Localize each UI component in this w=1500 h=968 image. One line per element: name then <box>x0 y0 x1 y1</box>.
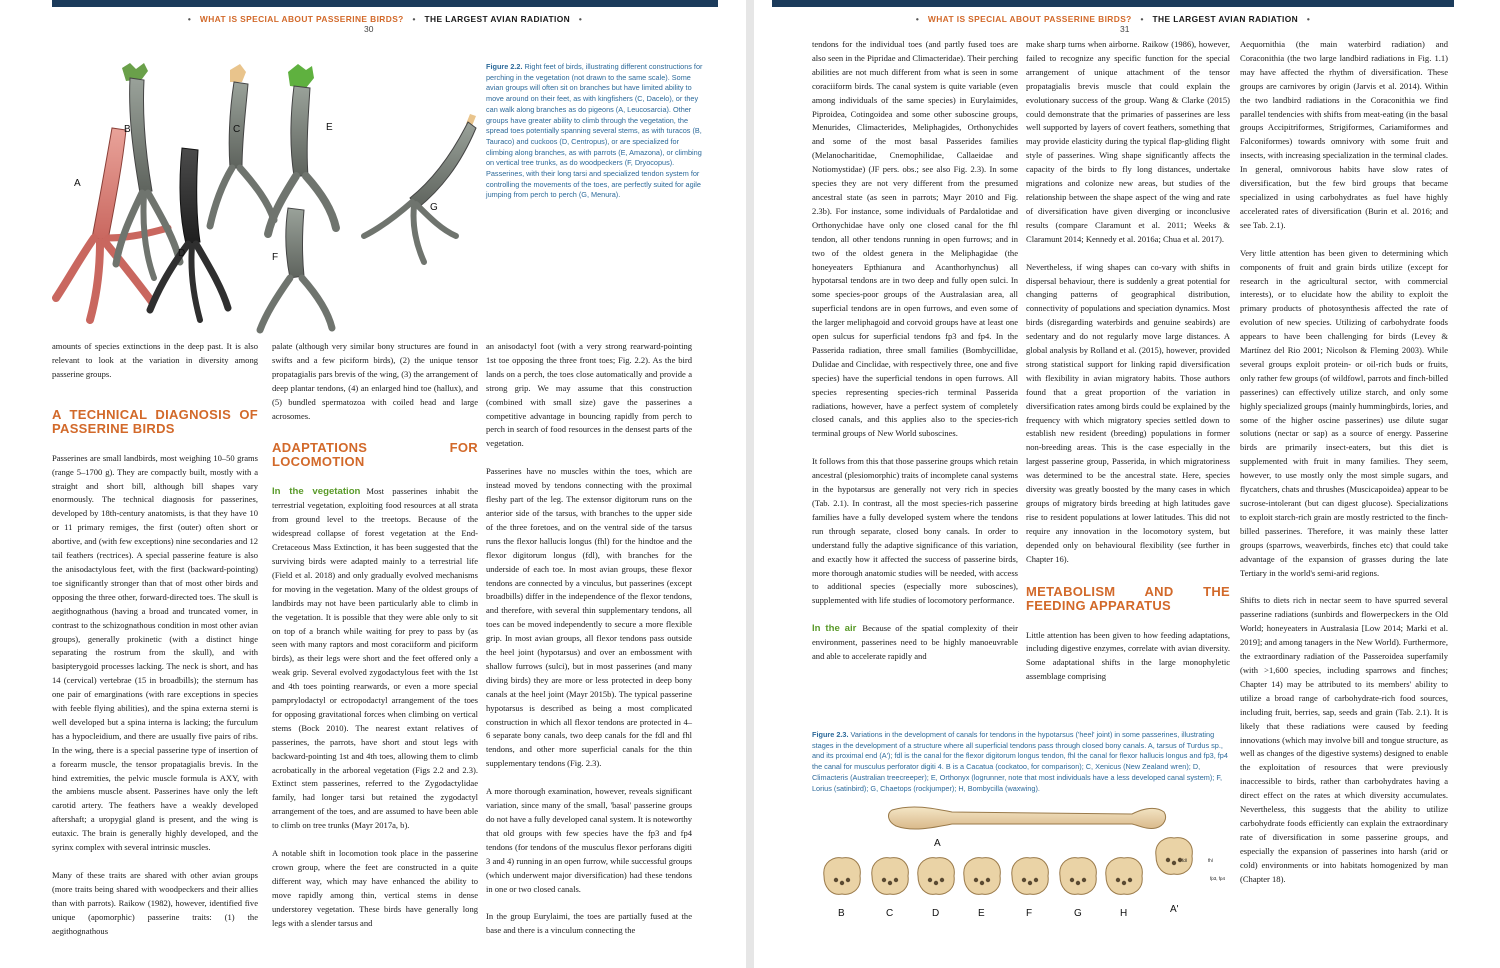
tendon-canal <box>834 878 838 882</box>
column-3 <box>486 340 692 945</box>
tendon-canal <box>846 878 850 882</box>
tendon-canal <box>1076 881 1080 885</box>
bullet: • <box>1306 14 1311 24</box>
tendon-canal <box>934 881 938 885</box>
tendon-canal <box>1116 878 1120 882</box>
section-label: A' <box>1170 904 1179 915</box>
tendon-canal <box>1082 878 1086 882</box>
paragraph: make sharp turns when airborne. Raikow (1986), however, failed to recognize any specific function for the special arrangement of unique attachment of the tensor propatagialis brevis muscle that could explain the evolutionary success of the group. Wang & Clarke (2015) could demonstrate that the primaries of passerines are less well supported by layers of covert feathers, something that may provide elasticity during the typical flap-gliding flight style of passerines. Wing shape significantly affects the capacity of the birds to fly long distances, undertake migrations and colonize new areas, but studies of the relationship between the shape aspect of the wing and rate of diversification have given diverging or inconclusive results (compare Claramunt et al. 2011; Weeks & Claramunt 2014; Kennedy et al. 2016a; Chua et al. 2017). <box>1026 39 1230 244</box>
caption-text: Variations in the development of canals for tendons in the hypotarsus ('heel' joint) in some passerines, illustrating stages in the development of a structure where all superficial tendons pass through closed bony canals. A, tarsus of Turdus sp., and its proximal end (A'); fdl is the canal for the flexor digitorum longus tendon, fhl the canal for flexor hallucis longus and fp3, fp4 the canal for musculus perforator digiti 4. B is a Cacatua (cockatoo, for comparison); C, Xenicus (New Zealand wren); D, Climacteris (Australian treecreeper); E, Orthonyx (logrunner, note that most individuals have a less developed canal system); F, Lorius (satinbird); G, Chaetops (rockjumper); H, Bombycilla (waxwing). <box>812 730 1228 793</box>
paragraph: Shifts to diets rich in nectar seem to have spurred several passerine radiations (sunbirds and flowerpeckers in the Old World; honeyeaters in Australasia [Low 2014; Marki et al. 2019]; and among tanagers in the New World). Furthermore, the extraordinary radiation of the Passeroidea superfamily (with >1,600 species, including sparrows and finches; Chapter 14) may be attributed to its members' ability to utilize a broad range of carbohydrate-rich food sources, including fruit, berries, sap, seeds and grain (Tab. 2.1). It is likely that these radiations were caused by feeding innovations (which may involve bill and tongue structure, as well as changes of the digestive systems) designed to enable the exploitation of resources that were previously inaccessible to birds, rather than carbohydrates having a direct effect on the rates at which diversity accumulates. Nevertheless, this suggests that the ability to utilize carbohydrate foods efficiently can explain the extraordinary rate of diversification in some passerine groups, and especially the expansion of passerines into harsh (arid or cold) environments or into habitats homogenized by man (Chapter 18). <box>1240 595 1448 884</box>
bullet: • <box>1140 14 1144 24</box>
svg-text:C: C <box>233 124 241 135</box>
paragraph: A more thorough examination, however, reveals significant variation, since many of the small, 'basal' passerine groups do not have a fully developed canal system. It is noteworthy that old groups with few species have the fp3 and fp4 tendons (for tendons of the musculus flexor perforans digiti 3 and 4) running in an open furrow, while successful groups (which underwent major diversification) had these tendons in one or two closed canals. <box>486 786 692 894</box>
hypotarsus-section <box>1106 858 1143 895</box>
tendon-canal <box>940 878 944 882</box>
tendon-canal <box>980 881 984 885</box>
paragraph: Little attention has been given to how feeding adaptations, including digestive enzymes, correlate with avian diversity. Some adaptational shifts in the large monophyletic assemblage comprising <box>1026 629 1230 682</box>
column-1 <box>52 340 258 946</box>
tendon-canal <box>888 881 892 885</box>
left-page <box>0 0 746 968</box>
caption-label: Figure 2.3. <box>812 730 849 739</box>
running-head-chapter: WHAT IS SPECIAL ABOUT PASSERINE BIRDS? <box>199 14 404 24</box>
bullet: • <box>412 14 416 24</box>
tendon-canal <box>1172 861 1176 865</box>
section-label: G <box>1074 908 1082 919</box>
paragraph: Passerines have no muscles within the toes, which are instead moved by tendons connecting with the proximal fleshy part of the leg. The extensor digitorum runs on the anterior side of the tarsus, with branches to the upper side of the three foretoes, and on the ventral side of the tarsus runs the flexor hallucis longus (fhl) for the hindtoe and the flexor digitorum longus (fdl), with branches for the underside of each toe. In most avian groups, these flexor tendons are connected by a vinculus, but passerines (except broadbills) differ in the independence of the flexor tendons, and therefore, with several thin supplementary tendons, all toes can be moved independently to secure a more flexible grip. In most avian groups, all flexor tendons pass outside the heel joint (hypotarsus) and over an embossment with shallow furrows (sulci), but in most passerines (and many diving birds) they are more or less protected in deep bony canals at the heel joint (Mayr 2015b). The typical passerine hypotarsus is described as being a most complicated construction in which all flexor tendons are protected in 4–6 separate bony canals, two deep canals for the fdl and fhl tendons, and other more superficial canals for the thin supplementary tendons (Fig. 2.3). <box>486 466 692 769</box>
hypotarsus-section <box>1012 858 1049 895</box>
running-head <box>772 14 1454 24</box>
page-number: 30 <box>364 24 374 34</box>
top-bar <box>772 0 1454 7</box>
paragraph: palate (although very similar bony structures are found in swifts and a few piciform birds), (2) the unique tensor propatagialis pars brevis of the wing, (3) the arrangement of deep plantar tendons, (4) an enlarged hind toe (hallux), and (5) bundled spermatozoa with coiled head and large acrosomes. <box>272 341 478 421</box>
tendon-canal <box>1128 878 1132 882</box>
tendon-canal <box>1166 858 1170 862</box>
tendon-canal <box>882 878 886 882</box>
section-label: C <box>886 908 894 919</box>
foot-d-illustration <box>150 148 228 320</box>
tendon-canal <box>1122 881 1126 885</box>
column-3 <box>1240 38 1448 893</box>
section-label: H <box>1120 908 1128 919</box>
tendon-canal <box>840 881 844 885</box>
svg-text:B: B <box>124 124 131 135</box>
hypotarsus-section <box>1060 858 1097 895</box>
paragraph: amounts of species extinctions in the deep past. It is also relevant to look at the variation in diversity among passerine groups. <box>52 341 258 379</box>
foot-b-illustration <box>116 63 180 278</box>
hypotarsus-section <box>964 858 1001 895</box>
paragraph: A notable shift in locomotion took place in the passerine crown group, where the feet are constructed in a quite different way, which may have enhanced the ability to move rapidly among thin, vertical stems in dense understorey vegetation. These birds have generally long legs with a slender tarsus and <box>272 848 478 928</box>
caption-text: Right feet of birds, illustrating different constructions for perching in the vegetation (not drawn to the same scale). Some avian groups will often sit on branches but have limited ability to move around on their feet, as with kingfishers (C, Dacelo), or they can walk along branches as do pigeons (A, Leucosarcia). Other groups have greater ability to climb through the vegetation, the spread toes potentially spanning several stems, as with turacos (B, Tauraco) and cuckoos (D, Centropus), or are specialized for climbing along branches, as with parrots (E, Amazona), or climbing on vertical tree trunks, as do woodpeckers (F, Dryocopus). Passerines, with their long tarsi and specialized tendon system for controlling the movements of the toes, are perfectly suited for agile jumping from perch to perch (G, Menura). <box>486 62 703 200</box>
foot-g-illustration <box>364 114 476 262</box>
figure-2-3-caption <box>812 730 1228 794</box>
column-1 <box>812 38 1018 671</box>
subsection-heading: In the air <box>812 623 857 635</box>
paragraph: Because of the spatial complexity of their environment, passerines need to be highly manoeuvrable and able to accelerate rapidly and <box>812 623 1018 662</box>
tiny-label: fdl <box>1182 858 1187 863</box>
hypotarsus-section <box>824 858 861 895</box>
foot-c-illustration <box>210 64 274 226</box>
hypotarsus-section <box>1156 838 1193 875</box>
bird-feet-illustration <box>50 58 478 348</box>
tendon-canal <box>1022 878 1026 882</box>
paragraph: Most passerines inhabit the terrestrial vegetation, exploiting food resources at all strata from ground level to the treetops. Because of the widespread collapse of forest vegetation at the End-Cretaceous Mass Extinction, it has been suggested that the surviving birds were adapted mainly to a terrestrial life (Field et al. 2018) and only gradually evolved mechanisms for moving in the vegetation. Many of the oldest groups of landbirds may not have been particularly able to climb in the vegetation. It is possible that they were able only to sit on top of a branch while waiting for prey to pass by (as seen with many raptors and most coraciiform and piciform birds), as their legs were short and the feet offered only a weak grip. Several evolved zygodactylous feet with the 1st and 4th toes pointing rearwards, or even a more special pamprylodactyl or ectropodactyl arrangement of the toes for opposing gravitational forces when climbing on vertical stems (Bock 2010). The nearest extant relatives of passerines, the parrots, have short and stout legs with backward-pointing 1st and 4th toes, allowing them to climb acrobatically in the arboreal vegetation (Figs 2.2 and 2.3). Extinct stem passerines, referred to the Zygodactylidae family, had longer tarsi but retained the zygodactyl arrangement of the toes, and are assumed to have been able to climb on tree trunks (Mayr 2017a, b). <box>272 486 478 831</box>
paragraph: In the group Eurylaimi, the toes are partially fused at the base and there is a vinculum connecting the <box>486 911 692 936</box>
tendon-canal <box>928 878 932 882</box>
bone-label: A <box>934 838 941 849</box>
paragraph: tendons for the individual toes (and partly fused toes are also seen in the Pipridae and Climacteridae). Their perching abilities are not much different from what is seen in some coraciiform birds. The canal system is quite variable (even among individuals of the same species) in Eurylaimides, Piproidea, Cotingoidea and some other suboscine groups, Menurides, Climacterides, Meliphagides, Orthonychides and some of the most basal Passerides families (Melanocharitidae, Cnemophilidae, Callaeidae and Notiomystidae) (JF pers. obs.; see also Fig. 2.3). In some species they are not very different from the presumed ancestral state (as seen in parrots; Mayr 2010 and Fig. 2.3b). For instance, some individuals of Pardalotidae and Orthonychidae have only one closed canal for the fhl tendon, all other tendons running in open furrows; and in two of the oldest genera in the Meliphagidae (the honeyeaters Epthianura and Acanthorhynchus) all hypotarsal tendons are in two deep and fully open sulci. In some species-poor groups of the Australasian area, all superficial tendons are in open furrows, and even some of the larger meliphagoid and corvoid groups have at least one open sulcus for superficial tendons fp3 and fp4. In the Passerida radiation, three small families (Bombycillidae, Dulidae and Cinclidae, with respectively three, one and five species) have the superficial tendons in open furrows. All species representing species-rich terminal Passerida radiations, however, have a perfect system of completely closed canals, and this applies also to the species-rich terminal groups of New World suboscines. <box>812 39 1018 439</box>
tendon-canal <box>894 878 898 882</box>
section-heading: A TECHNICAL DIAGNOSIS OF PASSERINE BIRDS <box>52 406 258 436</box>
foot-a-illustration <box>56 128 168 320</box>
section-label: B <box>838 908 845 919</box>
section-label: D <box>932 908 940 919</box>
paragraph: an anisodactyl foot (with a very strong rearward-pointing 1st toe opposing the three front toes; Fig. 2.2). As the bird lands on a perch, the toes close automatically and provide a strong grip. We may assume that this construction (combined with small size) gave the passerines a competitive advantage in bouncing rapidly from perch to perch in search of food resources in the densest parts of the vegetation. <box>486 341 692 449</box>
tendon-canal <box>986 878 990 882</box>
section-label: F <box>1026 908 1033 919</box>
tendon-canal <box>1034 878 1038 882</box>
paragraph: Aequornithia (the main waterbird radiation) and Coraconithia (the two large landbird radiations in Fig. 1.1) may have affected the rhythm of diversification. These groups are carnivores by origin (Jarvis et al. 2014). Within the two landbird radiations in the Coraconithia we find parallel tendencies with shifts from meat-eating (in the basal groups Accipitriformes, Strigiformes, Cariamiformes and Falconiformes) towards omnivory with some fruit and insects, with increasing specialization in the terminal clades. In general, omnivorous habits have slow rates of diversification, but the few bird groups that became specialized in using carbohydrates as fuel have highly accelerated rates of diversification (Burin et al. 2016; and see Tab. 2.1). <box>1240 39 1448 230</box>
paragraph: Many of these traits are shared with other avian groups (more traits being shared with woodpeckers and their allies than with parrots). Raikow (1982), however, identified five unique (apomorphic) passerine traits: (1) the aegithognathous <box>52 870 258 936</box>
hypotarsus-section <box>918 858 955 895</box>
bullet: • <box>187 14 192 24</box>
svg-text:G: G <box>430 202 438 213</box>
svg-text:F: F <box>272 252 279 263</box>
paragraph: Very little attention has been given to determining which components of fruit and grain birds utilize (except for research in the agricultural sector, with commercial interests), or to elucidate how the ability to exploit the primary products of photosynthesis affected the rate of evolution of new species. Utilizing of carbohydrate foods appears to have been challenging for birds (Levey & Martínez del Rio 2001; Nicolson & Fleming 2003). While several groups exploit protein- or oil-rich buds or fruits, only rather few groups (of wildfowl, parrots and finch-billed passerines) can effectively utilize starch, and only some highly specialized groups (mainly hummingbirds, lories, and some of the higher oscine passerines) use dilute sugar solutions (nectar or sap) as a source of energy. Passerine birds are primarily insect-eaters, but this diet is supplemented with fruit in many families. They seem, however, to use mostly only the most simple sugars, and flycatchers, chats and thrushes (Muscicapoidea) appear to be sucrose-intolerant (but can digest glucose). Specializations to exploit starch-rich grain are mostly restricted to the finch-billed passerines. Therefore, it was mainly these latter groups (sparrows, weaverbirds, finches etc) that could take advantage of the expansion of grasses during the late Tertiary in the world's semi-arid regions. <box>1240 247 1448 578</box>
figure-2-2-caption <box>486 62 704 201</box>
tendon-canal <box>1028 881 1032 885</box>
running-head <box>52 14 718 24</box>
paragraph: Passerines are small landbirds, most weighing 10–50 grams (range 5–1700 g). They are compactly built, mostly with a straight and short bill, although bill shapes vary enormously. The technical diagnosis for passerines, developed by 18th-century anatomists, is that they have 10 or 11 primary remiges, the first (outer) often short or abortive, and (with few exceptions) nine secondaries and 12 tail feathers (rectrices). A special passerine feature is also the anisodactylous feet, with the first (backward-pointing) toe significantly stronger than that of most other birds and opposing the three other, forward-directed toes. The skull is aegithognathous (having a broad and truncated vomer, in contrast to the schizognathous condition in most other avian groups), generally prokinetic (with a distinct hinge separating the rostrum from the skull), and with basipterygoid processes lacking. The neck is short, and has 14 (cervical) vertebrae (15 in broadbills); the sternum has one pair of emarginations (with rare exceptions in species with feeble flying abilities), and the spina externa sterni is well developed but a spina interna is lacking; the furculum has a hypocleidium, and there are usually five pairs of ribs. In the wing, there is a special passerine type of insertion of a forearm muscle, the tensor propatagialis brevis. In the hind extremities, the pelvic muscle formula is AXY, with the ambiens muscle absent. Passerines have only the left carotid artery. The feathers have a weakly developed aftershaft; a uropygial gland is present, and the wing is eutaxic. The brain is generally highly developed, and the syrinx complex with several intrinsic muscles. <box>52 452 258 853</box>
tarsus-bone-illustration <box>889 807 1166 849</box>
right-page <box>754 0 1500 968</box>
section-label: E <box>978 908 985 919</box>
paragraph: It follows from this that those passerine groups which retain ancestral (plesiomorphic) traits of incomplete canal systems in the hypotarsus are generally not very rich in species (Tab. 2.1). In contrast, all the most species-rich passerine families have a fully developed system where the tendons run through separate, closed bony canals. In order to understand fully the adaptive significance of this variation, and exactly how it affected the success of passerine birds, more thorough anatomic studies will be needed, with access to additional species (especially more suboscines), supplemented with life studies of locomotory performance. <box>812 456 1018 606</box>
running-head-chapter: WHAT IS SPECIAL ABOUT PASSERINE BIRDS? <box>927 14 1132 24</box>
tiny-label: fp3, fp4 <box>1210 876 1226 881</box>
foot-e-illustration <box>268 64 336 234</box>
bullet: • <box>578 14 583 24</box>
svg-text:E: E <box>326 122 333 133</box>
column-2 <box>1026 38 1230 691</box>
subsection-heading: In the vegetation <box>272 486 361 498</box>
caption-label: Figure 2.2. <box>486 62 523 71</box>
hypotarsus-section <box>872 858 909 895</box>
hypotarsus-illustration <box>812 800 1228 950</box>
running-head-section: THE LARGEST AVIAN RADIATION <box>1152 14 1299 24</box>
column-2 <box>272 340 478 938</box>
bullet: • <box>915 14 920 24</box>
top-bar <box>52 0 718 7</box>
cross-sections <box>824 838 1193 919</box>
page-number: 31 <box>1120 24 1130 34</box>
svg-text:D: D <box>178 248 186 259</box>
tendon-canal <box>1070 878 1074 882</box>
tiny-label: fhl <box>1208 858 1213 863</box>
svg-text:A: A <box>74 178 81 189</box>
paragraph: Nevertheless, if wing shapes can co-vary with shifts in dispersal behaviour, there is suddenly a great potential for changing patterns of geographical distribution, connectivity of populations and speciation dynamics. Most birds (disregarding waterbirds and genuine seabirds) are sedentary and do not regularly move large distances. A global analysis by Rolland et al. (2015), however, provided strong statistical support for linking rapid diversification with flexibility in avian migratory habits. Those authors found that a great proportion of the variation in diversification rates among birds could be explained by the frequency with which migratory species settled down to establish new resident (breeding) populations in former non-breeding areas. This is the case especially in the largest passerine group, Passerida, in which migratoriness was determined to be the ancestral state. Here, species diversity was greatly boosted by the many cases in which groups of migratory birds breeding at high latitudes gave rise to resident populations at lower latitudes. This did not require any innovation in the locomotory system, but depended only on behavioural flexibility (see further in Chapter 16). <box>1026 261 1230 564</box>
section-heading: ADAPTATIONS FOR LOCOMOTION <box>272 440 478 470</box>
running-head-section: THE LARGEST AVIAN RADIATION <box>424 14 571 24</box>
tendon-canal <box>974 878 978 882</box>
section-heading: METABOLISM AND THE FEEDING APPARATUS <box>1026 583 1230 613</box>
